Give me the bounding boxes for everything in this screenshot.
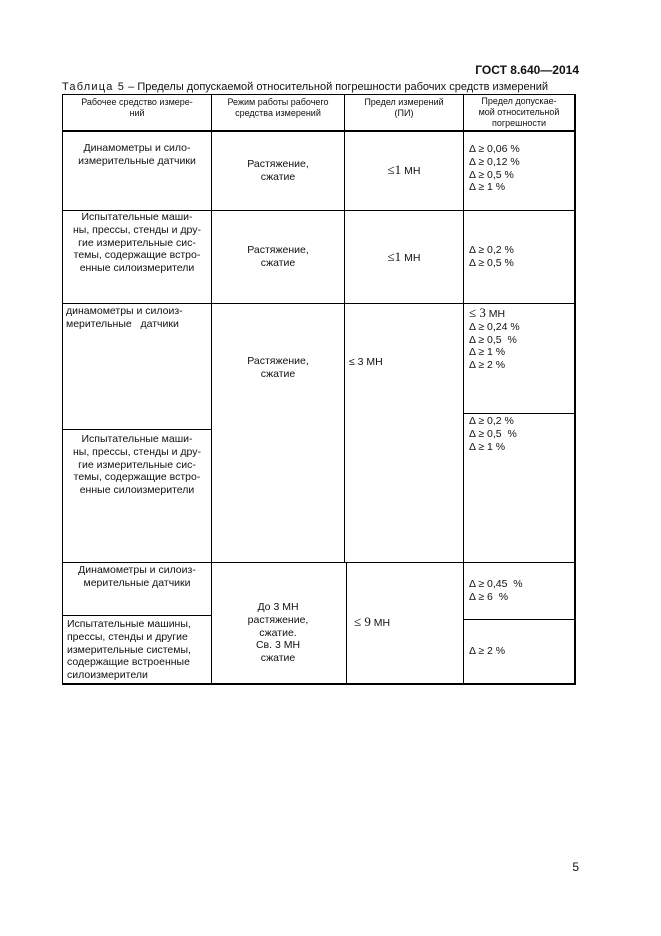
row3-instrument: динамометры и силоиз- мерительные датчики [66,305,183,330]
row3-error-b: Δ ≥ 0,2 % Δ ≥ 0,5 % Δ ≥ 1 % [469,415,517,453]
row-separator-4b [62,615,211,616]
row3-error: ≤ 3 МН Δ ≥ 0,24 % Δ ≥ 0,5 % Δ ≥ 1 % Δ ≥ 2 % [469,305,520,372]
error-limits-table [62,94,575,684]
row2-mode: Растяжение, сжатие [247,244,309,269]
row4-instrument-b: Испытательные машины, прессы, стенды и другие измерительные системы, содержащие встроенные силоизмерители [67,618,191,682]
row2-error: Δ ≥ 0,2 % Δ ≥ 0,5 % [469,244,514,269]
row1-instrument: Динамометры и сило- измерительные датчики [78,142,196,167]
row-separator-4 [62,562,575,563]
row3-limit: ≤ 3 МН [349,356,383,368]
header-instrument: Рабочее средство измере- ний [81,97,193,118]
row3-mode: Растяжение, сжатие [247,355,309,380]
header-mode: Режим работы рабочего средства измерений [227,97,329,118]
row-separator-2 [62,303,575,304]
table-caption-text: – Пределы допускаемой относительной погрешности рабочих средств измерений [125,81,549,93]
row2-instrument: Испытательные маши- ны, прессы, стенды и дру- гие измерительные сис- темы, содержащие встро- енные силоизмерители [73,211,201,275]
table-caption-label: Таблица 5 [62,81,126,93]
table-border-bottom [62,683,576,685]
column-divider-3 [463,94,464,684]
row1-mode: Растяжение, сжатие [247,158,309,183]
standard-number: ГОСТ 8.640—2014 [475,63,579,77]
table-border-left [62,94,63,684]
table-caption [62,81,548,93]
row1-limit: ≤1 МН [387,162,421,177]
table-border-right [574,94,576,684]
row4-error: Δ ≥ 0,45 % Δ ≥ 6 % [469,578,523,603]
row4-limit: ≤ 9 МН [354,614,391,629]
row-separator-3b [62,429,211,430]
row4-mode: До 3 МН растяжение, сжатие. Св. 3 МН сжатие [247,601,309,665]
row4-error-b: Δ ≥ 2 % [469,645,506,657]
table-border-top [62,94,575,95]
page-number: 5 [572,860,579,874]
row1-error: Δ ≥ 0,06 % Δ ≥ 0,12 % Δ ≥ 0,5 % Δ ≥ 1 % [469,143,520,194]
row-separator-4a [463,619,575,620]
column-divider-2b [346,562,347,684]
row3-instrument-b: Испытательные маши- ны, прессы, стенды и дру- гие измерительные сис- темы, содержащие встро- енные силоизмерители [73,433,201,497]
header-error: Предел допускае- мой относительной погрешности [478,96,560,128]
row2-limit: ≤1 МН [387,249,421,264]
header-separator [62,130,575,132]
header-limit: Предел измерений (ПИ) [364,97,444,118]
row-separator-3a [463,413,575,414]
row4-instrument: Динамометры и силоиз- мерительные датчики [78,564,196,589]
